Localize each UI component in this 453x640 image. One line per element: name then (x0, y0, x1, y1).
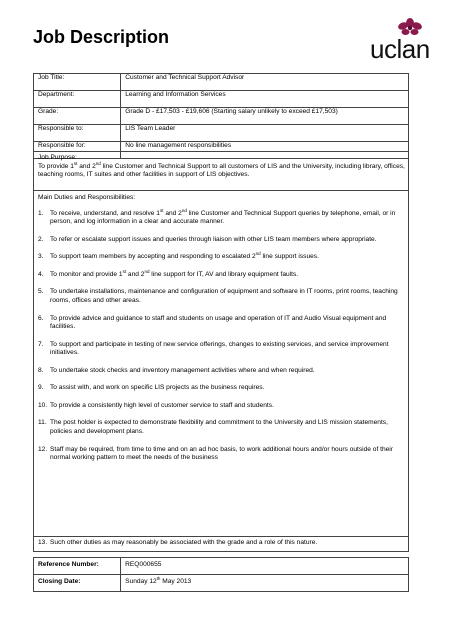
duty-item: 3. To support team members by accepting and responding to escalated 2nd line support issues. (38, 251, 319, 261)
responsible-to-value: LIS Team Leader (121, 125, 409, 142)
table-row (34, 152, 409, 191)
duty-item: 6. To provide advice and guidance to staff and students on usage and operation of IT and Audio Visual equipment and facilities. (38, 314, 387, 331)
main-duties-cell (34, 191, 409, 537)
table-row (34, 108, 409, 125)
closing-date-value: Sunday 12th May 2013 (121, 575, 409, 592)
job-title-value: Customer and Technical Support Advisor (121, 74, 409, 91)
department-value: Learning and Information Services (121, 91, 409, 108)
table-row (34, 91, 409, 108)
responsible-for-label: Responsible for: (34, 142, 121, 159)
duty-item: 10. To provide a consistently high level of customer service to staff and students. (38, 401, 274, 409)
table-row (34, 74, 409, 91)
responsible-for-value: No line management responsibilities (121, 142, 409, 159)
table-row (34, 191, 409, 537)
duty-item: 8. To undertake stock checks and inventory management activities where and when required. (38, 366, 315, 374)
grade-label: Grade: (34, 108, 121, 125)
reference-number-label: Reference Number: (34, 558, 121, 575)
job-purpose-cell (34, 152, 409, 191)
duties-table (33, 151, 409, 552)
duty-item: 2. To refer or escalate support issues and queries through liaison with other LIS team members where appropriate. (38, 235, 377, 243)
table-row (34, 537, 409, 552)
job-purpose-text: To provide 1st and 2nd line Customer and Technical Support to all customers of LIS and the University, including library, offices, teaching rooms, IT suites and other facilities in support of LIS objectives. (38, 160, 405, 179)
table-row (34, 125, 409, 142)
job-purpose-label: Job Purpose: (38, 154, 77, 161)
job-info-table (33, 73, 409, 159)
duty-item-13-cell (34, 537, 409, 552)
duty-item: 4. To monitor and provide 1st and 2nd line support for IT, AV and library equipment faults. (38, 268, 299, 278)
responsible-to-label: Responsible to: (34, 125, 121, 142)
reference-number-value: REQ000655 (121, 558, 409, 575)
duty-item: 5. To undertake installations, maintenance and configuration of equipment and software in IT rooms, print rooms, teaching rooms, offices and other areas. (38, 288, 398, 304)
grade-value: Grade D - £17,503 - £19,606 (Starting salary unlikely to exceed £17,503) (121, 108, 409, 125)
department-label: Department: (34, 91, 121, 108)
reference-table (33, 557, 409, 592)
uclan-logo (370, 17, 430, 65)
duty-item: 1. To receive, understand, and resolve 1st and 2nd line Customer and Technical Support queries by telephone, email, or in person, and log information in a clear and accurate manner. (38, 207, 396, 226)
duty-item: 7. To support and participate in testing of new service offerings, changes to existing services, and service improvement initiatives. (38, 340, 389, 357)
closing-date-label: Closing Date: (34, 575, 121, 592)
page-title: Job Description (33, 27, 170, 47)
duty-item: 12. Staff may be required, from time to time and on an ad hoc basis, to work additional hours and/or hours outside of their normal working pattern to meet the needs of the business (38, 445, 393, 462)
logo-wordmark: uclan (370, 34, 430, 64)
duty-item: 11. The post holder is expected to demonstrate flexibility and commitment to the University and LIS mission statements, policies and development plans. (38, 419, 388, 435)
table-row (34, 575, 409, 592)
main-duties-heading: Main Duties and Responsibilities: (38, 194, 136, 201)
duty-item: 9. To assist with, and work on specific LIS projects as the business requires. (38, 384, 265, 392)
job-title-label: Job Title: (34, 74, 121, 91)
table-row (34, 558, 409, 575)
duty-item: 13. Such other duties as may reasonably be associated with the grade and a role of this nature. (38, 539, 318, 546)
